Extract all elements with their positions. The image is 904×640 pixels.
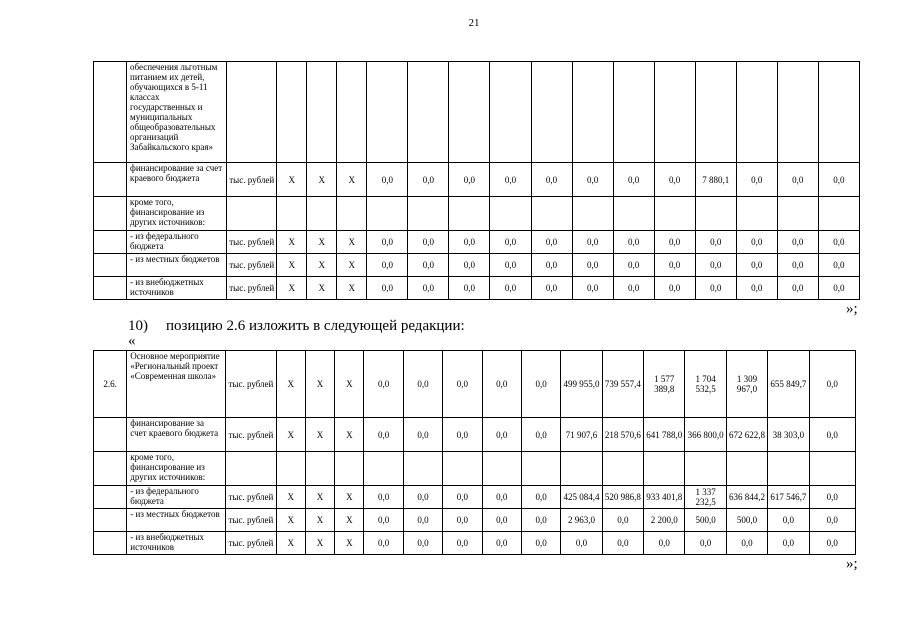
table-row <box>94 532 856 555</box>
value-cell: 500,0 <box>685 509 726 532</box>
value-cell: 0,0 <box>521 532 560 555</box>
value-cell <box>305 452 334 486</box>
table-row <box>94 509 856 532</box>
value-cell: 0,0 <box>521 418 560 452</box>
value-cell: 0,0 <box>685 532 726 555</box>
value-cell: 0,0 <box>572 254 613 277</box>
value-cell: 0,0 <box>602 532 643 555</box>
value-cell: 0,0 <box>531 277 572 300</box>
value-cell: 0,0 <box>777 254 818 277</box>
value-cell: X <box>276 509 305 532</box>
value-cell <box>408 197 449 231</box>
value-cell: 0,0 <box>768 509 809 532</box>
value-cell: 641 788,0 <box>644 418 685 452</box>
value-cell <box>277 62 307 163</box>
row-number-cell <box>94 532 127 555</box>
value-cell: X <box>307 231 337 254</box>
value-cell: 500,0 <box>726 509 767 532</box>
value-cell <box>367 62 408 163</box>
value-cell: 0,0 <box>809 418 856 452</box>
value-cell: X <box>305 532 334 555</box>
value-cell: 1 337 232,5 <box>685 486 726 509</box>
value-cell <box>482 452 521 486</box>
instruction-number: 10) <box>128 318 148 334</box>
value-cell <box>307 197 337 231</box>
value-cell: 0,0 <box>768 532 809 555</box>
value-cell <box>277 197 307 231</box>
value-cell <box>490 62 531 163</box>
value-cell: 0,0 <box>490 231 531 254</box>
value-cell <box>449 62 490 163</box>
value-cell: 0,0 <box>408 163 449 197</box>
value-cell <box>572 197 613 231</box>
value-cell <box>443 452 482 486</box>
unit-cell: тыс. рублей <box>227 163 277 197</box>
value-cell <box>335 452 364 486</box>
value-cell: 0,0 <box>531 163 572 197</box>
row-number-cell <box>94 62 127 163</box>
value-cell: 739 557,4 <box>602 351 643 418</box>
value-cell: 0,0 <box>367 163 408 197</box>
value-cell: 0,0 <box>367 254 408 277</box>
value-cell <box>521 452 560 486</box>
budget-table-position-2-6 <box>93 350 856 555</box>
value-cell: 366 800,0 <box>685 418 726 452</box>
value-cell <box>307 62 337 163</box>
table-row <box>94 277 860 300</box>
value-cell: 0,0 <box>818 231 859 254</box>
row-number-cell <box>94 418 127 452</box>
value-cell: 0,0 <box>482 532 521 555</box>
value-cell: 0,0 <box>809 486 856 509</box>
value-cell: 0,0 <box>408 254 449 277</box>
value-cell: 0,0 <box>736 277 777 300</box>
value-cell: 0,0 <box>403 486 442 509</box>
value-cell: X <box>307 254 337 277</box>
value-cell: 0,0 <box>403 418 442 452</box>
value-cell: 0,0 <box>482 351 521 418</box>
unit-cell: тыс. рублей <box>226 418 276 452</box>
row-number-cell <box>94 509 127 532</box>
value-cell: X <box>335 418 364 452</box>
value-cell: X <box>276 418 305 452</box>
value-cell: 0,0 <box>602 509 643 532</box>
unit-cell: тыс. рублей <box>227 231 277 254</box>
row-name-cell: кроме того, финансирование из других источников: <box>127 452 226 486</box>
value-cell: 0,0 <box>364 532 403 555</box>
value-cell <box>337 62 367 163</box>
opening-quote-mark: « <box>128 333 136 349</box>
value-cell: X <box>277 231 307 254</box>
value-cell: 1 704 532,5 <box>685 351 726 418</box>
value-cell: 1 309 967,0 <box>726 351 767 418</box>
value-cell: 0,0 <box>521 509 560 532</box>
value-cell: X <box>277 277 307 300</box>
table2-body <box>94 351 856 555</box>
value-cell: 0,0 <box>531 254 572 277</box>
value-cell: 0,0 <box>613 231 654 254</box>
value-cell <box>531 62 572 163</box>
value-cell: 0,0 <box>818 163 859 197</box>
value-cell: 0,0 <box>695 277 736 300</box>
table-row <box>94 486 856 509</box>
page-number: 21 <box>468 17 480 29</box>
value-cell: 0,0 <box>364 486 403 509</box>
value-cell <box>613 62 654 163</box>
closing-quote-mark: »; <box>846 301 858 317</box>
unit-cell <box>226 452 276 486</box>
row-number-cell: 2.6. <box>94 351 127 418</box>
value-cell: 0,0 <box>644 532 685 555</box>
value-cell <box>490 197 531 231</box>
value-cell: 0,0 <box>364 509 403 532</box>
value-cell: X <box>305 509 334 532</box>
value-cell: X <box>276 351 305 418</box>
value-cell: 0,0 <box>613 277 654 300</box>
value-cell: X <box>305 351 334 418</box>
value-cell: 0,0 <box>521 486 560 509</box>
unit-cell: тыс. рублей <box>226 351 276 418</box>
table-row <box>94 62 860 163</box>
value-cell: 0,0 <box>482 486 521 509</box>
value-cell <box>695 62 736 163</box>
table-row <box>94 231 860 254</box>
value-cell: 933 401,8 <box>644 486 685 509</box>
value-cell <box>695 197 736 231</box>
value-cell: 38 303,0 <box>768 418 809 452</box>
value-cell: 0,0 <box>403 351 442 418</box>
row-name-cell: - из внебюджетных источников <box>127 277 227 300</box>
value-cell: 655 849,7 <box>768 351 809 418</box>
amendment-instruction <box>128 318 465 335</box>
value-cell <box>654 62 695 163</box>
value-cell <box>736 62 777 163</box>
value-cell: X <box>277 254 307 277</box>
value-cell: X <box>335 486 364 509</box>
value-cell: X <box>337 254 367 277</box>
value-cell: 0,0 <box>654 231 695 254</box>
value-cell: 0,0 <box>736 231 777 254</box>
table-row <box>94 163 860 197</box>
value-cell: 0,0 <box>654 163 695 197</box>
row-number-cell <box>94 452 127 486</box>
row-name-cell: финансирование за счет краевого бюджета <box>127 163 227 197</box>
value-cell <box>777 62 818 163</box>
value-cell <box>364 452 403 486</box>
row-name-cell: Основное мероприятие «Региональный проект «Современная школа» <box>127 351 226 418</box>
value-cell <box>818 197 859 231</box>
value-cell <box>768 452 809 486</box>
row-name-cell: обеспечения льготным питанием их детей, обучающихся в 5-11 классах государственных и муниципальных общеобразовательных организаций Забайкальского края» <box>127 62 227 163</box>
value-cell: X <box>335 351 364 418</box>
row-name-cell: кроме того, финансирование из других источников: <box>127 197 227 231</box>
row-name-cell: - из местных бюджетов <box>127 509 226 532</box>
value-cell: X <box>335 509 364 532</box>
unit-cell <box>227 62 277 163</box>
value-cell: 0,0 <box>809 532 856 555</box>
value-cell: 0,0 <box>449 231 490 254</box>
row-number-cell <box>94 277 127 300</box>
unit-cell: тыс. рублей <box>227 254 277 277</box>
instruction-text: позицию 2.6 изложить в следующей редакции: <box>166 318 465 334</box>
value-cell: 0,0 <box>809 509 856 532</box>
value-cell: 0,0 <box>490 254 531 277</box>
value-cell: 0,0 <box>367 231 408 254</box>
row-number-cell <box>94 197 127 231</box>
value-cell: X <box>307 163 337 197</box>
value-cell: 0,0 <box>403 532 442 555</box>
value-cell: 0,0 <box>443 486 482 509</box>
value-cell: 499 955,0 <box>561 351 602 418</box>
value-cell: 0,0 <box>736 163 777 197</box>
value-cell: 0,0 <box>443 351 482 418</box>
value-cell: 0,0 <box>561 532 602 555</box>
value-cell: X <box>337 231 367 254</box>
value-cell <box>736 197 777 231</box>
value-cell <box>403 452 442 486</box>
value-cell: X <box>337 277 367 300</box>
value-cell: 0,0 <box>613 254 654 277</box>
value-cell: 617 546,7 <box>768 486 809 509</box>
value-cell: 0,0 <box>777 277 818 300</box>
value-cell <box>408 62 449 163</box>
table-row <box>94 197 860 231</box>
value-cell <box>367 197 408 231</box>
value-cell: X <box>337 163 367 197</box>
value-cell <box>809 452 856 486</box>
value-cell: 0,0 <box>736 254 777 277</box>
value-cell <box>572 62 613 163</box>
value-cell: 0,0 <box>443 509 482 532</box>
row-number-cell <box>94 486 127 509</box>
value-cell: 0,0 <box>695 254 736 277</box>
value-cell: 0,0 <box>449 254 490 277</box>
value-cell: 0,0 <box>695 231 736 254</box>
row-name-cell: - из федерального бюджета <box>127 231 227 254</box>
value-cell: 0,0 <box>531 231 572 254</box>
value-cell: 71 907,6 <box>561 418 602 452</box>
value-cell: 0,0 <box>613 163 654 197</box>
row-number-cell <box>94 163 127 197</box>
value-cell: 0,0 <box>809 351 856 418</box>
value-cell: X <box>276 532 305 555</box>
value-cell: 0,0 <box>482 418 521 452</box>
value-cell: 0,0 <box>654 277 695 300</box>
value-cell <box>777 197 818 231</box>
value-cell <box>644 452 685 486</box>
row-number-cell <box>94 231 127 254</box>
value-cell: 0,0 <box>490 163 531 197</box>
value-cell <box>531 197 572 231</box>
value-cell: 636 844,2 <box>726 486 767 509</box>
value-cell: 0,0 <box>482 509 521 532</box>
value-cell <box>654 197 695 231</box>
value-cell: X <box>305 486 334 509</box>
value-cell: 0,0 <box>443 418 482 452</box>
table-row <box>94 351 856 418</box>
value-cell: 0,0 <box>449 277 490 300</box>
budget-table-continuation <box>93 61 860 300</box>
value-cell: 0,0 <box>449 163 490 197</box>
value-cell: 0,0 <box>490 277 531 300</box>
value-cell <box>818 62 859 163</box>
unit-cell: тыс. рублей <box>226 486 276 509</box>
value-cell: X <box>276 486 305 509</box>
value-cell <box>449 197 490 231</box>
value-cell: 0,0 <box>572 277 613 300</box>
closing-quote-mark: »; <box>846 556 858 572</box>
table-row <box>94 254 860 277</box>
row-name-cell: финансирование за счет краевого бюджета <box>127 418 226 452</box>
value-cell: 0,0 <box>408 231 449 254</box>
unit-cell <box>227 197 277 231</box>
value-cell: 0,0 <box>364 418 403 452</box>
value-cell: 0,0 <box>443 532 482 555</box>
value-cell: 0,0 <box>403 509 442 532</box>
value-cell: 0,0 <box>572 231 613 254</box>
value-cell: 425 084,4 <box>561 486 602 509</box>
value-cell: 0,0 <box>572 163 613 197</box>
row-name-cell: - из внебюджетных источников <box>127 532 226 555</box>
value-cell: 0,0 <box>364 351 403 418</box>
value-cell: 2 963,0 <box>561 509 602 532</box>
value-cell: 0,0 <box>367 277 408 300</box>
row-name-cell: - из федерального бюджета <box>127 486 226 509</box>
value-cell: 0,0 <box>726 532 767 555</box>
value-cell: 218 570,6 <box>602 418 643 452</box>
unit-cell: тыс. рублей <box>227 277 277 300</box>
value-cell <box>685 452 726 486</box>
value-cell <box>561 452 602 486</box>
unit-cell: тыс. рублей <box>226 509 276 532</box>
value-cell: 0,0 <box>777 163 818 197</box>
value-cell: 520 986,8 <box>602 486 643 509</box>
value-cell <box>613 197 654 231</box>
value-cell: 672 622,8 <box>726 418 767 452</box>
value-cell: X <box>305 418 334 452</box>
table-row <box>94 452 856 486</box>
value-cell: X <box>307 277 337 300</box>
row-name-cell: - из местных бюджетов <box>127 254 227 277</box>
value-cell <box>726 452 767 486</box>
value-cell: 1 577 389,8 <box>644 351 685 418</box>
value-cell: 0,0 <box>818 254 859 277</box>
value-cell: 0,0 <box>777 231 818 254</box>
value-cell <box>602 452 643 486</box>
table1-body <box>94 62 860 300</box>
value-cell: 0,0 <box>818 277 859 300</box>
value-cell: 0,0 <box>521 351 560 418</box>
unit-cell: тыс. рублей <box>226 532 276 555</box>
value-cell: 2 200,0 <box>644 509 685 532</box>
value-cell: X <box>335 532 364 555</box>
value-cell: 0,0 <box>408 277 449 300</box>
value-cell <box>276 452 305 486</box>
table-row <box>94 418 856 452</box>
row-number-cell <box>94 254 127 277</box>
value-cell <box>337 197 367 231</box>
value-cell: 0,0 <box>654 254 695 277</box>
value-cell: 7 880,1 <box>695 163 736 197</box>
value-cell: X <box>277 163 307 197</box>
